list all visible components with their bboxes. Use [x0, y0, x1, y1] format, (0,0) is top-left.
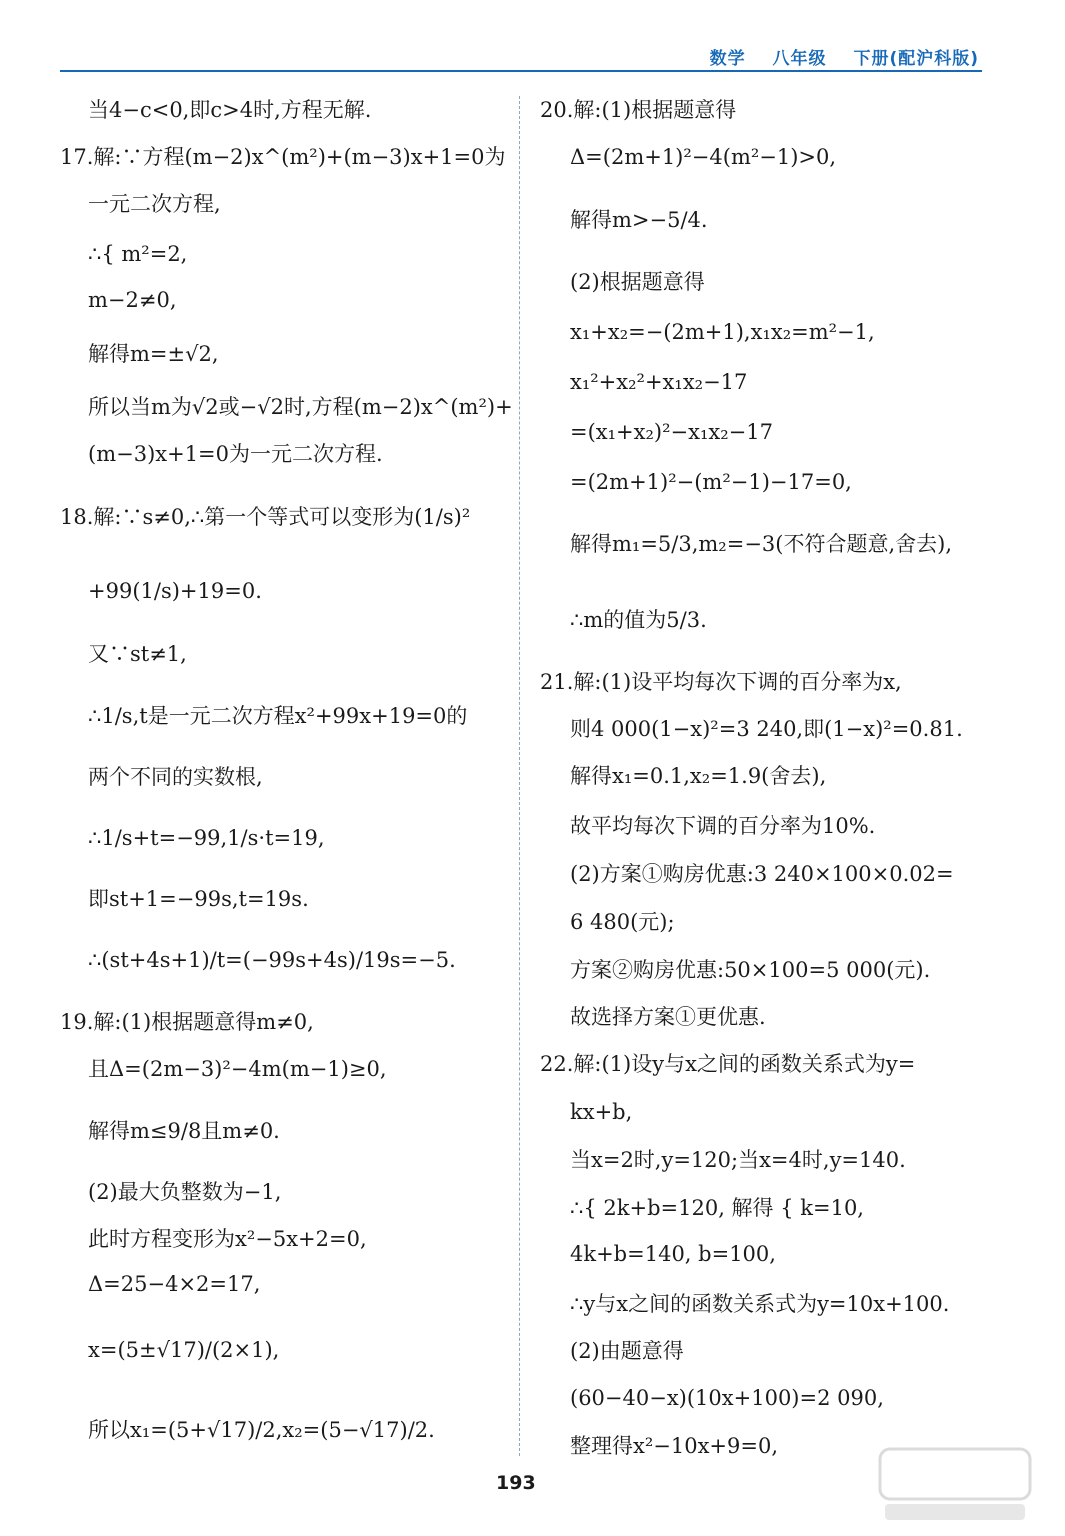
- left-text-line: 此时方程变形为x²−5x+2=0,: [88, 1227, 367, 1251]
- page-number: 193: [496, 1472, 536, 1494]
- right-text-line: (2)由题意得: [570, 1339, 684, 1363]
- right-text-line: 20.解:(1)根据题意得: [540, 98, 737, 122]
- right-text-line: 解得m₁=5/3,m₂=−3(不符合题意,舍去),: [570, 532, 953, 556]
- left-text-line: 两个不同的实数根,: [88, 765, 263, 789]
- left-text-line: x=(5±√17)/(2×1),: [88, 1338, 280, 1362]
- page-header: [690, 44, 979, 69]
- right-text-line: 整理得x²−10x+9=0,: [570, 1434, 779, 1458]
- left-text-line: 解得m≤9/8且m≠0.: [88, 1119, 280, 1143]
- right-text-line: (2)方案①购房优惠:3 240×100×0.02=: [570, 862, 954, 886]
- left-text-line: +99(1/s)+19=0.: [88, 579, 262, 603]
- right-text-line: ∴{ 2k+b=120, 解得 { k=10,: [570, 1196, 864, 1220]
- left-text-line: 19.解:(1)根据题意得m≠0,: [60, 1010, 314, 1034]
- left-text-line: ∴1/s+t=−99,1/s·t=19,: [88, 826, 325, 850]
- left-text-line: 18.解:∵s≠0,∴第一个等式可以变形为(1/s)²: [60, 505, 471, 529]
- left-text-line: 即st+1=−99s,t=19s.: [88, 887, 309, 911]
- left-text-line: 17.解:∵方程(m−2)x^(m²)+(m−3)x+1=0为: [60, 145, 506, 169]
- left-text-line: m−2≠0,: [88, 288, 177, 312]
- right-text-line: 22.解:(1)设y与x之间的函数关系式为y=: [540, 1052, 916, 1076]
- right-text-line: 故选择方案①更优惠.: [570, 1005, 766, 1029]
- right-text-line: 故平均每次下调的百分率为10%.: [570, 814, 876, 838]
- left-text-line: 所以当m为√2或−√2时,方程(m−2)x^(m²)+: [88, 395, 513, 419]
- header-rule: [60, 70, 982, 72]
- left-text-line: Δ=25−4×2=17,: [88, 1272, 261, 1296]
- left-text-line: ∴1/s,t是一元二次方程x²+99x+19=0的: [88, 704, 468, 728]
- left-text-line: 且Δ=(2m−3)²−4m(m−1)≥0,: [88, 1057, 387, 1081]
- left-text-line: 又∵st≠1,: [88, 642, 187, 666]
- header-volume: 下册(配沪科版): [853, 49, 979, 69]
- right-text-line: x₁²+x₂²+x₁x₂−17: [570, 370, 748, 394]
- right-text-line: 方案②购房优惠:50×100=5 000(元).: [570, 958, 931, 982]
- right-text-line: ∴y与x之间的函数关系式为y=10x+100.: [570, 1292, 950, 1316]
- column-divider: [519, 96, 520, 1456]
- left-text-line: 所以x₁=(5+√17)/2,x₂=(5−√17)/2.: [88, 1418, 435, 1442]
- right-text-line: kx+b,: [570, 1100, 633, 1124]
- right-text-line: 21.解:(1)设平均每次下调的百分率为x,: [540, 670, 902, 694]
- right-text-line: ∴m的值为5/3.: [570, 608, 707, 632]
- left-text-line: (2)最大负整数为−1,: [88, 1180, 282, 1204]
- right-text-line: 6 480(元);: [570, 910, 675, 934]
- right-text-line: 4k+b=140, b=100,: [570, 1242, 776, 1266]
- left-text-line: ∴{ m²=2,: [88, 242, 188, 266]
- left-text-line: (m−3)x+1=0为一元二次方程.: [88, 442, 383, 466]
- header-subject: 数学: [709, 49, 746, 69]
- right-text-line: (60−40−x)(10x+100)=2 090,: [570, 1386, 884, 1410]
- left-text-line: 解得m=±√2,: [88, 342, 219, 366]
- right-text-line: 则4 000(1−x)²=3 240,即(1−x)²=0.81.: [570, 717, 963, 741]
- left-text-line: 一元二次方程,: [88, 192, 221, 216]
- header-grade: 八年级: [772, 49, 827, 69]
- left-text-line: ∴(st+4s+1)/t=(−99s+4s)/19s=−5.: [88, 948, 456, 972]
- right-text-line: 解得x₁=0.1,x₂=1.9(舍去),: [570, 764, 827, 788]
- right-text-line: x₁+x₂=−(2m+1),x₁x₂=m²−1,: [570, 320, 875, 344]
- watermark-logo-icon: [875, 1444, 1035, 1524]
- right-text-line: (2)根据题意得: [570, 270, 705, 294]
- right-text-line: Δ=(2m+1)²−4(m²−1)>0,: [570, 145, 837, 169]
- right-text-line: 当x=2时,y=120;当x=4时,y=140.: [570, 1148, 906, 1172]
- right-text-line: 解得m>−5/4.: [570, 208, 708, 232]
- left-text-line: 当4−c<0,即c>4时,方程无解.: [88, 98, 372, 122]
- right-text-line: =(2m+1)²−(m²−1)−17=0,: [570, 470, 852, 494]
- right-text-line: =(x₁+x₂)²−x₁x₂−17: [570, 420, 773, 444]
